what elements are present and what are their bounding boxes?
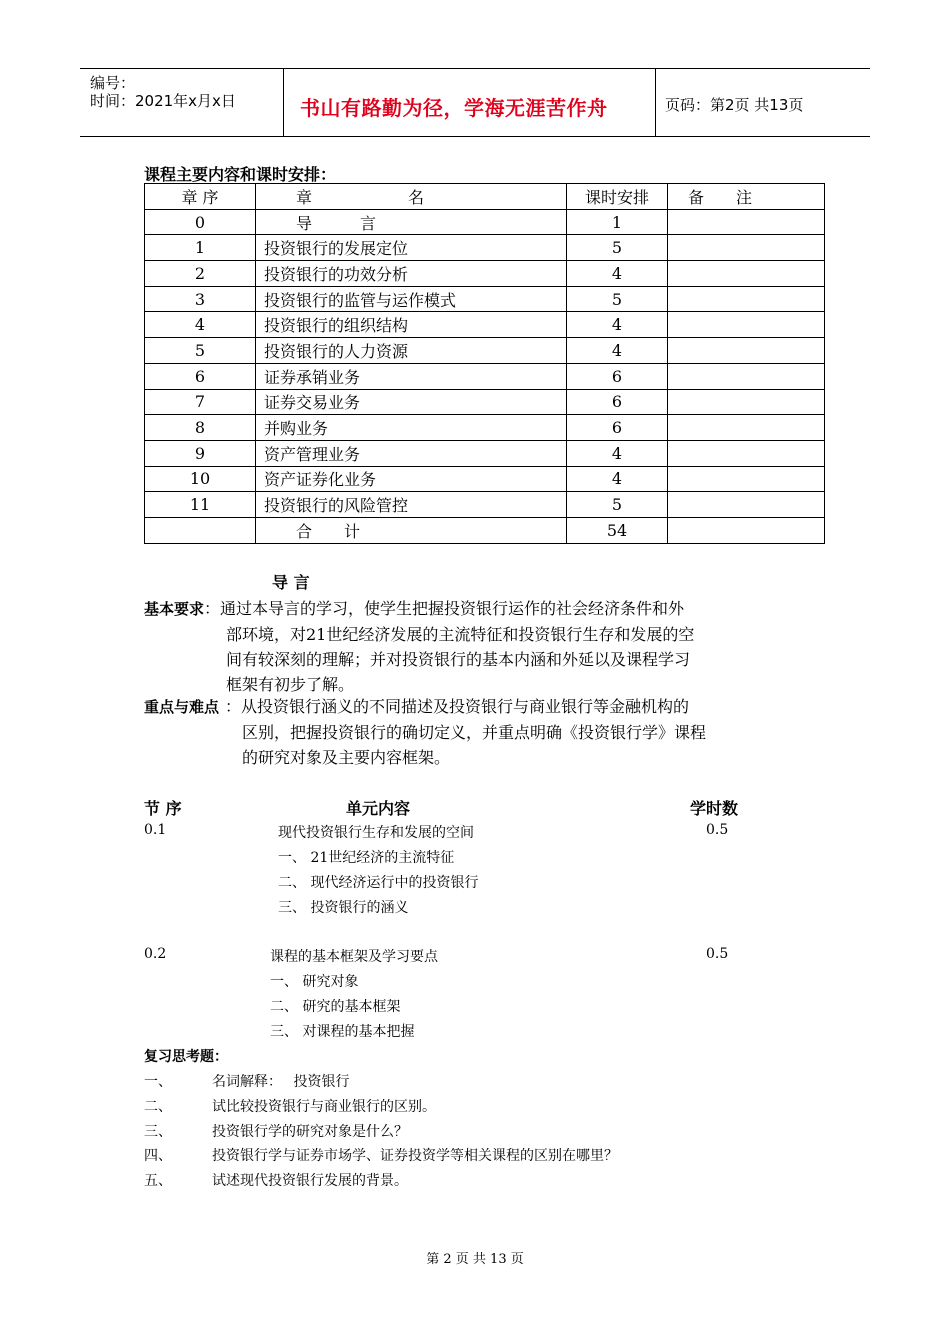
basic-line: 部环境，对21世纪经济发展的主流特征和投资银行生存和发展的空 <box>226 625 695 644</box>
header-chapter-name: 章 名 <box>256 184 567 210</box>
chapter-no: 7 <box>145 389 256 415</box>
header-divider <box>283 68 284 136</box>
chapter-name: 投资银行的风险管控 <box>256 492 567 518</box>
basic-line: 框架有初步了解。 <box>226 675 355 694</box>
chapter-hours: 6 <box>567 389 668 415</box>
table-row <box>145 261 825 287</box>
chapter-no: 4 <box>145 312 256 338</box>
key-line: ：从投资银行涵义的不同描述及投资银行与商业银行等金融机构的 <box>225 697 690 716</box>
chapter-remarks <box>668 312 825 338</box>
chapter-hours: 5 <box>567 235 668 261</box>
chapter-remarks <box>668 466 825 492</box>
header-hours: 课时安排 <box>567 184 668 210</box>
chapter-remarks <box>668 286 825 312</box>
header-divider <box>655 68 656 136</box>
unit-item: 一、 研究对象 <box>270 974 359 990</box>
review-item-text: 投资银行学的研究对象是什么？ <box>212 1124 408 1140</box>
unit-header-hours: 学时数 <box>690 799 739 818</box>
review-item-no: 三、 <box>144 1124 172 1140</box>
chapter-hours: 4 <box>567 466 668 492</box>
chapter-name: 导 言 <box>256 209 567 235</box>
chapter-hours: 4 <box>567 261 668 287</box>
table-total-row <box>145 517 825 543</box>
chapter-remarks <box>668 415 825 441</box>
review-title: 复习思考题： <box>144 1049 228 1065</box>
unit-item: 一、 21世纪经济的主流特征 <box>278 850 455 866</box>
chapter-name: 投资银行的发展定位 <box>256 235 567 261</box>
table-row <box>145 492 825 518</box>
unit-item: 三、 对课程的基本把握 <box>270 1024 415 1040</box>
page-footer: 第 2 页 共 13 页 <box>426 1252 524 1267</box>
key-difficulties <box>144 694 824 770</box>
chapter-no: 2 <box>145 261 256 287</box>
key-line: 的研究对象及主要内容框架。 <box>242 748 451 767</box>
unit-section-no: 0.1 <box>144 822 167 838</box>
chapter-no: 9 <box>145 440 256 466</box>
header-bottom-rule <box>80 136 870 137</box>
chapter-remarks <box>668 209 825 235</box>
chapter-remarks <box>668 261 825 287</box>
total-hours: 54 <box>567 517 668 543</box>
chapter-remarks <box>668 440 825 466</box>
table-row <box>145 286 825 312</box>
unit-item: 二、 研究的基本框架 <box>270 999 401 1015</box>
chapter-name: 投资银行的人力资源 <box>256 338 567 364</box>
header-top-rule <box>80 68 870 69</box>
header-number-label: 编号： <box>90 74 136 92</box>
chapter-name: 证券承销业务 <box>256 363 567 389</box>
review-item-text: 投资银行学与证券市场学、证券投资学等相关课程的区别在哪里？ <box>212 1148 618 1164</box>
table-row <box>145 466 825 492</box>
chapter-no: 0 <box>145 209 256 235</box>
chapter-no: 11 <box>145 492 256 518</box>
basic-line: ：通过本导言的学习，使学生把握投资银行运作的社会经济条件和外 <box>204 599 685 618</box>
chapter-hours: 4 <box>567 338 668 364</box>
header-remarks: 备 注 <box>668 184 825 210</box>
chapter-no: 10 <box>145 466 256 492</box>
chapter-hours: 6 <box>567 363 668 389</box>
chapter-no: 1 <box>145 235 256 261</box>
table-row <box>145 415 825 441</box>
basic-requirements <box>144 596 824 697</box>
table-row <box>145 389 825 415</box>
table-row <box>145 312 825 338</box>
chapter-no: 3 <box>145 286 256 312</box>
chapter-no: 5 <box>145 338 256 364</box>
review-item-no: 二、 <box>144 1099 172 1115</box>
chapter-name: 证券交易业务 <box>256 389 567 415</box>
chapter-hours: 1 <box>567 209 668 235</box>
table-row <box>145 338 825 364</box>
chapter-hours: 6 <box>567 415 668 441</box>
total-empty-cell <box>145 517 256 543</box>
review-item-no: 四、 <box>144 1148 172 1164</box>
chapter-name: 资产管理业务 <box>256 440 567 466</box>
table-row <box>145 235 825 261</box>
basic-line: 间有较深刻的理解；并对投资银行的基本内涵和外延以及课程学习 <box>226 650 691 669</box>
unit-section-no: 0.2 <box>144 946 167 962</box>
unit-section-hours: 0.5 <box>706 946 729 962</box>
chapter-remarks <box>668 389 825 415</box>
intro-title: 导 言 <box>272 573 310 592</box>
chapter-no: 8 <box>145 415 256 441</box>
chapter-name: 投资银行的组织结构 <box>256 312 567 338</box>
total-label: 合 计 <box>256 517 567 543</box>
chapter-name: 资产证券化业务 <box>256 466 567 492</box>
unit-header-content: 单元内容 <box>346 799 411 818</box>
chapter-no: 6 <box>145 363 256 389</box>
chapter-hours: 5 <box>567 492 668 518</box>
header-date: 时间：2021年x月x日 <box>90 92 236 110</box>
header-motto: 书山有路勤为径，学海无涯苦作舟 <box>300 96 608 120</box>
unit-section-title: 现代投资银行生存和发展的空间 <box>278 825 474 841</box>
table-row <box>145 209 825 235</box>
chapter-name: 并购业务 <box>256 415 567 441</box>
key-line: 区别，把握投资银行的确切定义，并重点明确《投资银行学》课程 <box>242 723 707 742</box>
basic-requirements-label: 基本要求 <box>144 600 205 618</box>
chapter-hours: 4 <box>567 440 668 466</box>
key-difficulties-label: 重点与难点 <box>144 698 220 716</box>
table-header-row <box>145 184 825 210</box>
review-item-no: 一、 <box>144 1074 172 1090</box>
unit-section-hours: 0.5 <box>706 822 729 838</box>
unit-header-section: 节 序 <box>144 799 182 818</box>
chapter-remarks <box>668 492 825 518</box>
header-page-code: 页码：第2页 共13页 <box>665 96 804 114</box>
table-row <box>145 363 825 389</box>
review-item-text: 试比较投资银行与商业银行的区别。 <box>212 1099 436 1115</box>
unit-section-title: 课程的基本框架及学习要点 <box>270 949 438 965</box>
chapter-remarks <box>668 338 825 364</box>
review-item-no: 五、 <box>144 1173 172 1189</box>
review-item-text: 名词解释： 投资银行 <box>212 1074 350 1090</box>
review-item-text: 试述现代投资银行发展的背景。 <box>212 1173 408 1189</box>
chapter-hours: 5 <box>567 286 668 312</box>
unit-item: 三、 投资银行的涵义 <box>278 900 409 916</box>
header-chapter-no: 章 序 <box>145 184 256 210</box>
total-remarks <box>668 517 825 543</box>
chapter-name: 投资银行的功效分析 <box>256 261 567 287</box>
course-section-title: 课程主要内容和课时安排： <box>144 165 337 184</box>
chapter-hours: 4 <box>567 312 668 338</box>
chapter-remarks <box>668 235 825 261</box>
table-row <box>145 440 825 466</box>
chapter-name: 投资银行的监管与运作模式 <box>256 286 567 312</box>
chapter-remarks <box>668 363 825 389</box>
unit-item: 二、 现代经济运行中的投资银行 <box>278 875 479 891</box>
chapter-table <box>144 183 825 544</box>
